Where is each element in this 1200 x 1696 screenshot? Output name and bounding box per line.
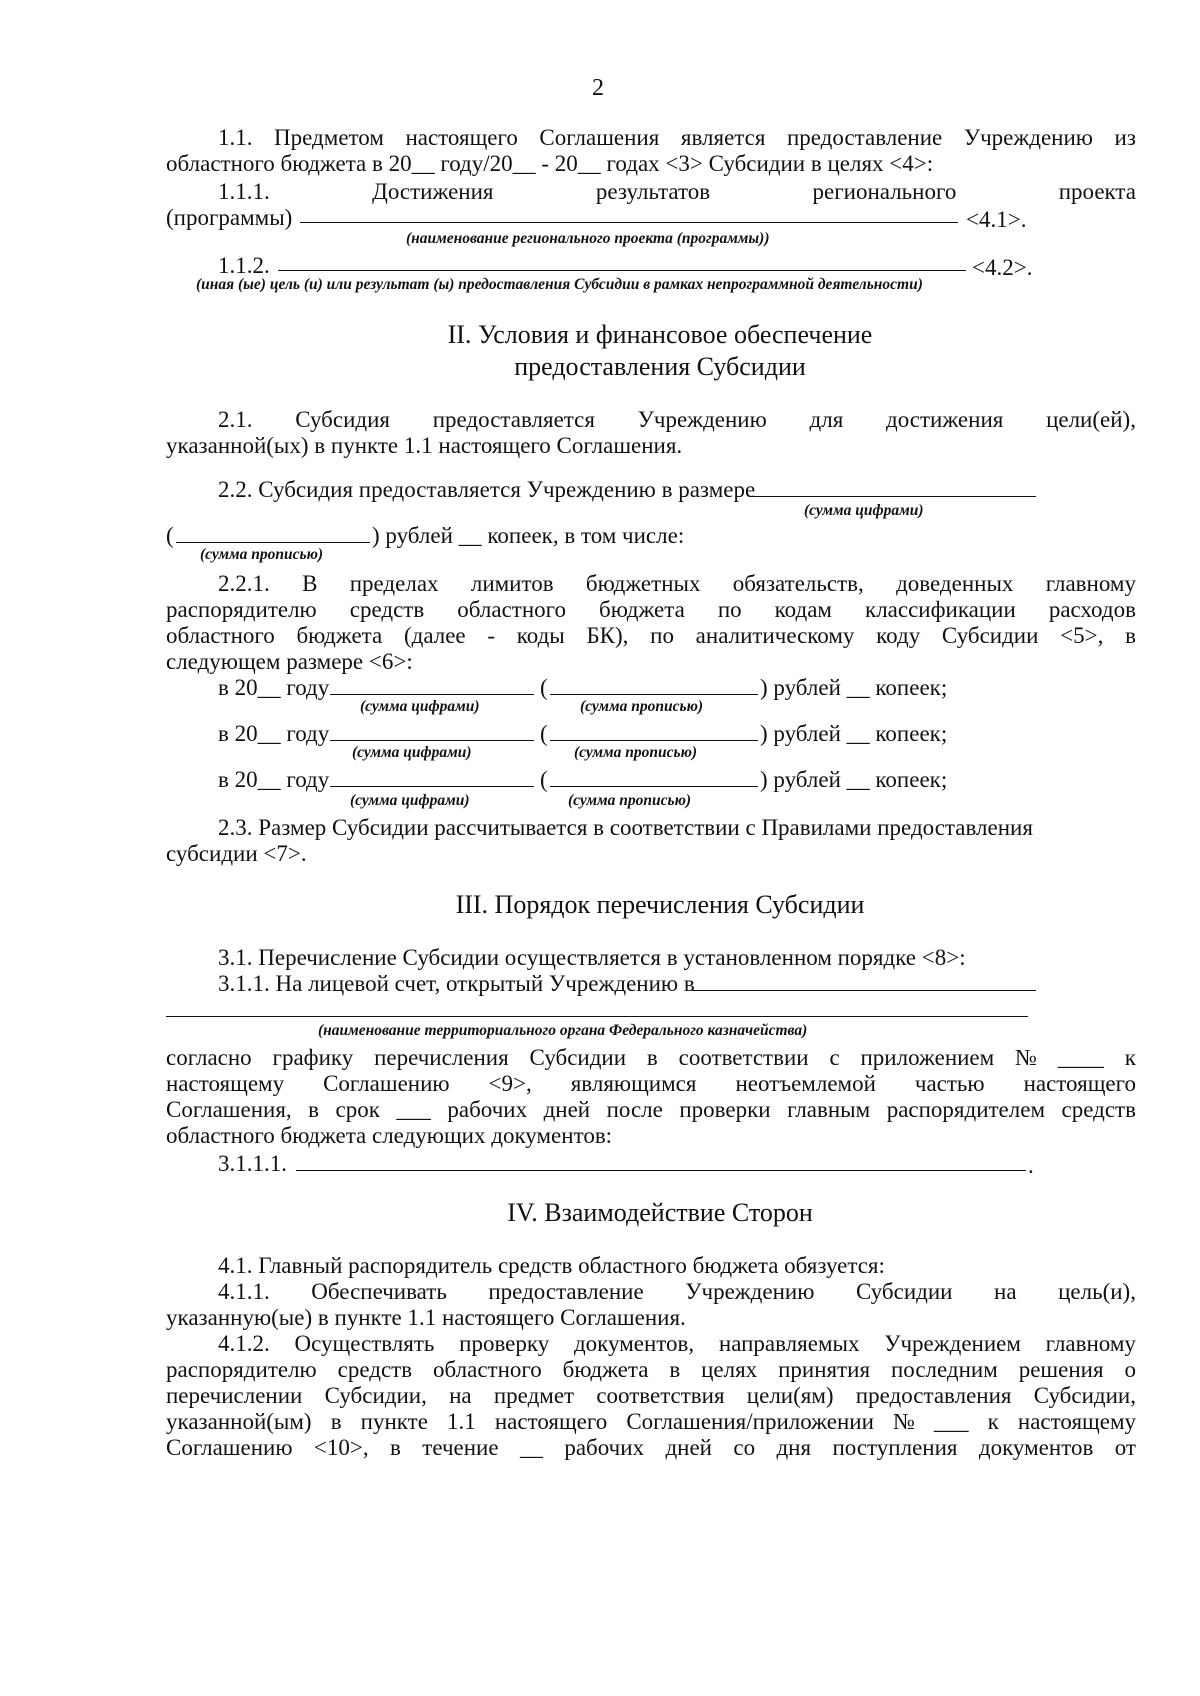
- word: в: [330, 1409, 342, 1434]
- section-2-heading-line-1: II. Условия и финансовое обеспечение: [447, 320, 873, 349]
- year-label: в 20__ году: [218, 767, 330, 792]
- section-3-heading: III. Порядок перечисления Субсидии: [455, 890, 865, 919]
- word: приложением: [860, 1045, 995, 1070]
- word: Учреждению: [685, 1279, 815, 1304]
- word: неотъемлемой: [735, 1071, 876, 1096]
- word: Обеспечивать: [311, 1279, 447, 1304]
- paragraph-2-2: 2.2. Субсидия предоставляется Учреждению в размере: [218, 477, 756, 502]
- caption-year-digits: (сумма цифрами): [360, 698, 480, 715]
- word: Соглашения,: [166, 1097, 292, 1122]
- paragraph-1-1-1-line-1: [218, 178, 1136, 206]
- paragraph-2-2-1-line-3: [166, 622, 1136, 650]
- paragraph-4-1-2-line-5: [166, 1434, 1136, 1462]
- word: Учреждением: [884, 1331, 1021, 1356]
- paragraph-2-2-open-paren: (: [166, 523, 174, 548]
- word: средств: [1061, 1097, 1136, 1122]
- paragraph-4-1-2-line-4: [166, 1408, 1136, 1436]
- word: 2.2.1.: [218, 571, 270, 596]
- word: предоставление: [488, 1279, 644, 1304]
- word: в: [646, 1045, 658, 1070]
- blank-line-documents[interactable]: [296, 1170, 1026, 1171]
- word: рабочих: [447, 1097, 528, 1122]
- paragraph-3-1-1: 3.1.1. На лицевой счет, открытый Учреждению в: [218, 971, 695, 996]
- word: после: [606, 1097, 663, 1122]
- word: Соглашению: [166, 1435, 293, 1460]
- word: перечисления: [374, 1045, 509, 1070]
- word: пределах: [349, 571, 439, 596]
- word: направляемых: [718, 1331, 860, 1356]
- section-2-heading-line-2: предоставления Субсидии: [514, 352, 806, 381]
- word: результатов: [595, 179, 711, 204]
- word: последним: [890, 1357, 998, 1382]
- paragraph-4-1: 4.1. Главный распорядитель средств областного бюджета обязуется:: [218, 1253, 885, 1278]
- paragraph-3-1-1-line-5: областного бюджета следующих документов:: [166, 1123, 613, 1148]
- paragraph-1-1-2-start: 1.1.2.: [218, 253, 270, 278]
- paragraph-4-1-1-line-2: указанную(ые) в пункте 1.1 настоящего Соглашения.: [166, 1305, 686, 1330]
- word: соответствия: [596, 1383, 725, 1408]
- paragraph-2-1-line-2: указанной(ых) в пункте 1.1 настоящего Соглашения.: [166, 433, 683, 458]
- blank-line-year-digits[interactable]: [330, 786, 534, 787]
- word: БК),: [586, 623, 629, 648]
- word: срок: [335, 1097, 380, 1122]
- paragraph-3-1-1-line-3: [166, 1070, 1136, 1098]
- blank-line-year-words[interactable]: [550, 786, 758, 787]
- paragraph-2-2-1-line-1: [218, 570, 1136, 598]
- word: коды: [516, 623, 565, 648]
- word: цель(и),: [1058, 1279, 1136, 1304]
- caption-sum-words: (сумма прописью): [200, 546, 324, 563]
- paragraph-3-1: 3.1. Перечисление Субсидии осуществляется в установленном порядке <8>:: [218, 945, 966, 970]
- word: цели(ей),: [1046, 407, 1136, 432]
- paragraph-3-1-1-1: 3.1.1.1.: [218, 1151, 287, 1176]
- word: графику: [272, 1045, 354, 1070]
- word: (далее: [403, 623, 466, 648]
- word: принятия: [778, 1357, 871, 1382]
- word: указанной(ым): [166, 1409, 312, 1434]
- word: с: [829, 1045, 840, 1070]
- paragraph-3-1-1-line-2: [166, 1044, 1136, 1072]
- paragraph-4-1-2-line-1: [218, 1330, 1136, 1358]
- blank-line-year-words[interactable]: [550, 740, 758, 741]
- year-open-paren: (: [540, 675, 548, 700]
- word: бюджета: [562, 1357, 649, 1382]
- paragraph-4-1-2-line-3: [166, 1382, 1136, 1410]
- word: главному: [1045, 571, 1136, 596]
- word: 4.1.2.: [218, 1331, 270, 1356]
- word: Субсидии: [941, 623, 1039, 648]
- word: средств: [337, 1357, 413, 1382]
- word: являющимся: [570, 1071, 697, 1096]
- page-number: 2: [592, 75, 604, 101]
- blank-line-treasury[interactable]: [166, 1016, 1028, 1017]
- word: дня: [776, 1435, 812, 1460]
- word: дней: [543, 1097, 591, 1122]
- blank-line-year-words[interactable]: [550, 694, 758, 695]
- word: 4.1.1.: [218, 1279, 270, 1304]
- caption-treasury: (наименование территориального органа Федерального казначейства): [318, 1022, 808, 1039]
- word: из: [1114, 125, 1136, 150]
- footnote-4-2: <4.2>.: [972, 255, 1033, 280]
- word: ____: [1057, 1045, 1104, 1070]
- word: решения: [1018, 1357, 1104, 1382]
- word: по: [650, 623, 674, 648]
- word: соответствии: [678, 1045, 809, 1070]
- year-rubles: ) рублей __ копеек;: [760, 675, 948, 700]
- word: обязательств,: [732, 571, 864, 596]
- word: настоящему: [1017, 1409, 1136, 1434]
- word: 1.1.: [218, 125, 253, 150]
- word: коду: [876, 623, 921, 648]
- word: Осуществлять: [294, 1331, 435, 1356]
- year-label: в 20__ году: [218, 675, 330, 700]
- word: №: [1015, 1045, 1037, 1070]
- word: к: [987, 1409, 999, 1434]
- word: документов,: [573, 1331, 695, 1356]
- word: регионального: [812, 179, 957, 204]
- paragraph-1-1-line-1: [218, 124, 1136, 152]
- word: в: [1125, 623, 1136, 648]
- paragraph-4-1-2-line-2: [166, 1356, 1136, 1384]
- word: 1.1: [447, 1409, 476, 1434]
- caption-year-digits: (сумма цифрами): [352, 744, 472, 761]
- word: в: [308, 1097, 320, 1122]
- word: по: [717, 597, 742, 622]
- word: достижения: [886, 407, 1004, 432]
- word: областного: [433, 1357, 542, 1382]
- word: поступления: [832, 1435, 958, 1460]
- word: является: [680, 125, 766, 150]
- word: аналитическому: [695, 623, 855, 648]
- paragraph-3-1-1-line-4: [166, 1096, 1136, 1124]
- word: Субсидии,: [1033, 1383, 1136, 1408]
- word: доведенных: [896, 571, 1014, 596]
- word: о: [1124, 1357, 1136, 1382]
- word: на: [449, 1383, 472, 1408]
- word: Учреждению: [637, 407, 767, 432]
- word: предоставляется: [432, 407, 595, 432]
- word: рабочих: [564, 1435, 645, 1460]
- word: для: [809, 407, 844, 432]
- word: бюджета: [296, 623, 383, 648]
- year-label: в 20__ году: [218, 721, 330, 746]
- word: расходов: [1048, 597, 1136, 622]
- blank-line-sum-words[interactable]: [176, 542, 370, 543]
- word: областного: [457, 597, 566, 622]
- paragraph-1-1-line-2: областного бюджета в 20__ году/20__ - 20__ годах <3> Субсидии в целях <4>:: [166, 151, 934, 176]
- word: проверку: [459, 1331, 550, 1356]
- word: средств: [349, 597, 425, 622]
- word: от: [1114, 1435, 1136, 1460]
- word: главным: [787, 1097, 871, 1122]
- word: Достижения: [372, 179, 494, 204]
- section-4-heading: IV. Взаимодействие Сторон: [507, 1198, 813, 1227]
- word: предоставления: [855, 1383, 1012, 1408]
- word: кодам: [774, 597, 832, 622]
- word: бюджетных: [585, 571, 701, 596]
- word: Учреждению: [963, 125, 1093, 150]
- word: к: [1124, 1045, 1136, 1070]
- year-rubles: ) рублей __ копеек;: [760, 721, 948, 746]
- word: настоящему: [166, 1071, 285, 1096]
- word: настоящего: [405, 125, 518, 150]
- caption-year-words: (сумма прописью): [580, 698, 704, 715]
- paragraph-2-2-1-line-2: [166, 596, 1136, 624]
- word: течение: [422, 1435, 499, 1460]
- word: __: [519, 1435, 543, 1460]
- word: целях: [701, 1357, 758, 1382]
- word: Соглашению: [323, 1071, 450, 1096]
- word: <5>,: [1060, 623, 1104, 648]
- word: документов: [978, 1435, 1094, 1460]
- word: <9>,: [488, 1071, 532, 1096]
- word: ___: [934, 1409, 969, 1434]
- word: перечислении: [166, 1383, 303, 1408]
- caption-year-words: (сумма прописью): [574, 744, 698, 761]
- word: на: [994, 1279, 1017, 1304]
- word: Соглашения: [539, 125, 660, 150]
- word: дней: [665, 1435, 712, 1460]
- word: пункте: [360, 1409, 428, 1434]
- year-open-paren: (: [540, 721, 548, 746]
- paragraph-2-2-1-line-4: следующем размере <6>:: [166, 649, 413, 674]
- word: предмет: [493, 1383, 575, 1408]
- word: проверки: [679, 1097, 771, 1122]
- word: ___: [396, 1097, 431, 1122]
- word: Субсидия: [295, 407, 390, 432]
- word: 2.1.: [218, 407, 253, 432]
- word: главному: [1045, 1331, 1136, 1356]
- word: 1.1.1.: [218, 179, 270, 204]
- word: распорядителю: [166, 1357, 317, 1382]
- paragraph-4-1-1-line-1: [218, 1278, 1136, 1306]
- word: предоставление: [786, 125, 943, 150]
- footnote-4-1: <4.1>.: [966, 207, 1027, 232]
- paragraph-2-3-line-2: субсидии <7>.: [166, 841, 307, 866]
- word: лимитов: [470, 571, 554, 596]
- word: №: [892, 1409, 915, 1434]
- blank-line-year-digits[interactable]: [330, 694, 534, 695]
- word: в: [669, 1357, 681, 1382]
- blank-line-account[interactable]: [692, 990, 1036, 991]
- blank-line-project[interactable]: [300, 222, 958, 223]
- word: в: [390, 1435, 401, 1460]
- word: Субсидии: [529, 1045, 627, 1070]
- blank-line-subsidy-amount[interactable]: [750, 496, 1036, 497]
- word: распорядителем: [886, 1097, 1046, 1122]
- paragraph-1-1-1-start: (программы): [166, 205, 293, 230]
- word: настоящего: [494, 1409, 608, 1434]
- word: Субсидии,: [324, 1383, 427, 1408]
- word: со: [733, 1435, 756, 1460]
- word: В: [302, 571, 318, 596]
- paragraph-2-2-rubles: ) рублей __ копеек, в том числе:: [372, 523, 685, 548]
- blank-line-year-digits[interactable]: [330, 740, 534, 741]
- word: <10>,: [313, 1435, 369, 1460]
- word: проекта: [1058, 179, 1136, 204]
- word: Субсидии: [855, 1279, 953, 1304]
- word: бюджета: [599, 597, 685, 622]
- paragraph-2-3-line-1: 2.3. Размер Субсидии рассчитывается в соответствии с Правилами предоставления: [218, 815, 1033, 840]
- word: областного: [166, 623, 275, 648]
- caption-goal: (иная (ые) цель (и) или результат (ы) предоставления Субсидии в рамках непрограммной деятельности): [196, 276, 923, 293]
- word: согласно: [166, 1045, 252, 1070]
- word: цели(ям): [746, 1383, 834, 1408]
- year-open-paren: (: [540, 767, 548, 792]
- paragraph-2-1-line-1: [218, 406, 1136, 434]
- word: распорядителю: [166, 597, 317, 622]
- word: -: [487, 623, 496, 648]
- caption-year-digits: (сумма цифрами): [350, 792, 470, 809]
- caption-project-name: (наименование регионального проекта (программы)): [406, 230, 770, 247]
- word: Соглашения/приложении: [626, 1409, 874, 1434]
- year-rubles: ) рублей __ копеек;: [760, 767, 948, 792]
- word: частью: [914, 1071, 985, 1096]
- blank-line-goal[interactable]: [278, 270, 966, 271]
- caption-sum-digits: (сумма цифрами): [804, 502, 924, 519]
- caption-year-words: (сумма прописью): [568, 792, 692, 809]
- paragraph-3-1-1-1-end: .: [1028, 1153, 1034, 1178]
- word: классификации: [865, 597, 1016, 622]
- word: Предметом: [274, 125, 384, 150]
- word: настоящего: [1023, 1071, 1136, 1096]
